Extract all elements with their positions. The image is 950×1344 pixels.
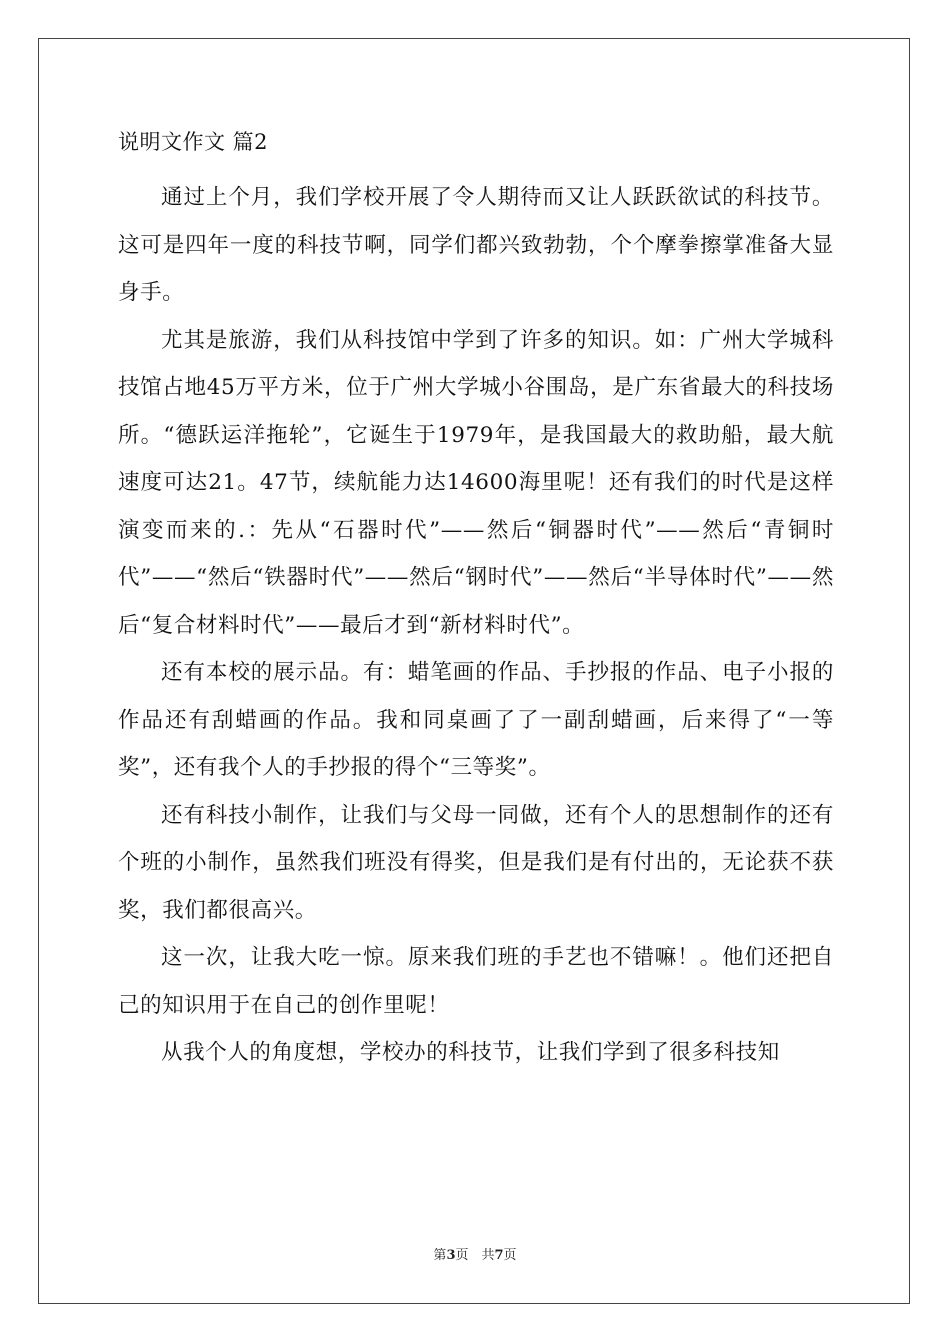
document-body	[118, 130, 834, 1077]
section-heading: 说明文作文 篇2	[118, 130, 269, 154]
page-footer	[0, 1248, 950, 1264]
footer-prefix: 第	[433, 1248, 447, 1263]
current-page-number: 3	[446, 1248, 456, 1263]
paragraph: 还有科技小制作，让我们与父母一同做，还有个人的思想制作的还有个班的小制作，虽然我们班没有得奖，但是我们是有付出的，无论获不获奖，我们都很高兴。	[118, 802, 834, 923]
paragraph: 通过上个月，我们学校开展了令人期待而又让人跃跃欲试的科技节。这可是四年一度的科技节啊，同学们都兴致勃勃，个个摩拳擦掌准备大显身手。	[118, 185, 834, 305]
footer-suffix: 页	[503, 1248, 517, 1263]
paragraph: 从我个人的角度想，学校办的科技节，让我们学到了很多科技知	[161, 1040, 780, 1065]
paragraph: 还有本校的展示品。有：蜡笔画的作品、手抄报的作品、电子小报的作品还有刮蜡画的作品。我和同桌画了了一副刮蜡画，后来得了“一等奖”，还有我个人的手抄报的得个“三等奖”。	[118, 660, 834, 780]
paragraph: 尤其是旅游，我们从科技馆中学到了许多的知识。如：广州大学城科技馆占地45万平方米，位于广州大学城小谷围岛，是广东省最大的科技场所。“德跃运洋拖轮”，它诞生于1979年，是我国最大的救助船，最大航速度可达21。47节，续航能力达14600海里呢！还有我们的时代是这样演变而来的.：先从“石器时代”——然后“铜器时代”——然后“青铜时代”——“然后“铁器时代”——然后“钢时代”——然后“半导体时代”——然后“复合材料时代”——最后才到“新材料时代”。	[118, 327, 834, 638]
paragraph: 这一次，让我大吃一惊。原来我们班的手艺也不错嘛！。他们还把自己的知识用于在自己的创作里呢！	[118, 945, 834, 1018]
footer-middle: 页 共	[455, 1248, 495, 1263]
total-page-count: 7	[494, 1248, 504, 1263]
